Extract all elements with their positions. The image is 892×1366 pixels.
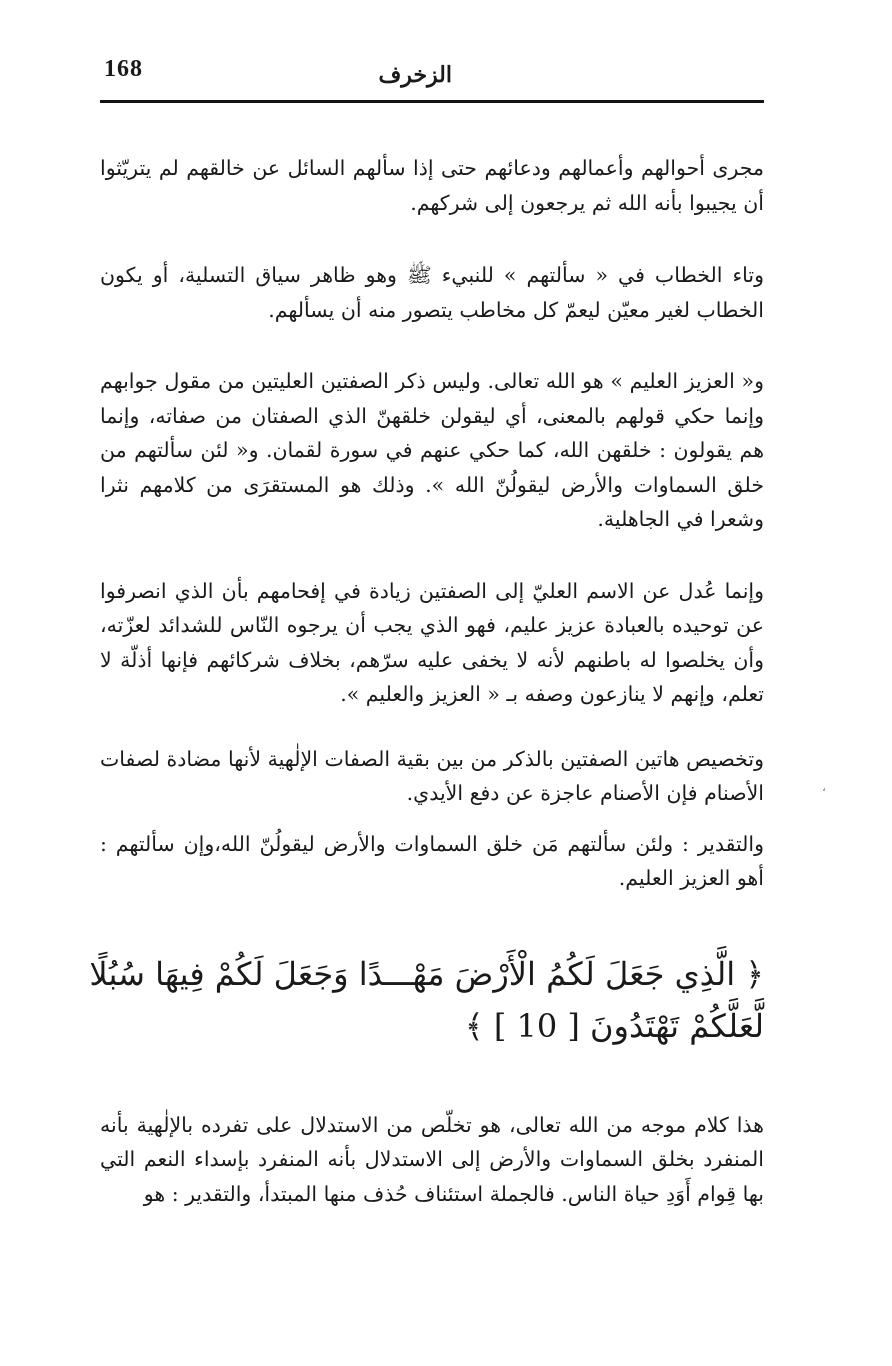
- margin-mark: ،: [822, 780, 826, 794]
- paragraph: هذا كلام موجه من الله تعالى، هو تخلّص من الاستدلال على تفرده بالإلٰهية بأنه المنفرد بخلق السماوات والأرض إلى الاستدلال بأنه المنفرد بإسداء النعم التي بها قِوام أَوَدِ حياة الناس. فالجملة استئناف حُذف منها المبتدأ، والتقدير : هو: [100, 1112, 764, 1206]
- paragraph: وتاء الخطاب في « سألتهم » للنبيء ﷺ وهو ظاهر سياق التسلية، أو يكون الخطاب لغير معيّن ليعمّ كل مخاطب يتصور منه أن يسألهم.: [100, 263, 764, 322]
- paragraph: وتخصيص هاتين الصفتين بالذكر من بين بقية الصفات الإلٰهية لأنها مضادة لصفات الأصنام فإن الأصنام عاجزة عن دفع الأيدي.: [100, 746, 764, 805]
- quran-verse: [89, 948, 764, 1052]
- running-title: الزخرف: [378, 62, 452, 88]
- paragraph: وإنما عُدل عن الاسم العليّ إلى الصفتين زيادة في إفحامهم بأن الذي انصرفوا عن توحيده بالعبادة عزيز عليم، فهو الذي يجب أن يرجوه النّاس للشدائد لعزّته، وأن يخلصوا له باطنهم لأنه لا يخفى عليه سرّهم، بخلاف شركائهم فإنها أذلّة لا تعلم، وإنهم لا ينازعون وصفه بـ « العزيز والعليم ».: [100, 578, 764, 706]
- page-number: 168: [104, 56, 143, 82]
- paragraph: مجرى أحوالهم وأعمالهم ودعائهم حتى إذا سألهم السائل عن خالقهم لم يتريّثوا أن يجيبوا بأنه الله ثم يرجعون إلى شركهم.: [100, 156, 764, 215]
- paragraph: و« العزيز العليم » هو الله تعالى. وليس ذكر الصفتين العليتين من مقول جوابهم وإنما حكي قولهم بالمعنى، أي ليقولن خلقهنّ الذي الصفتان من صفاته، وإنما هم يقولون : خلقهن الله، كما حكي عنهم في سورة لقمان. و« لئن سألتهم من خلق السماوات والأرض ليقولُنّ الله ». وذلك هو المستقرَى من كلامهم نثرا وشعرا في الجاهلية.: [100, 369, 764, 531]
- verse-line: ﴿ الَّذِي جَعَلَ لَكُمُ الْأَرْضَ مَهْـــدًا وَجَعَلَ لَكُمْ فِيهَا سُبُلًا: [89, 954, 764, 993]
- book-page: [89, 50, 764, 1211]
- page-body: [89, 151, 764, 1211]
- paragraph: والتقدير : ولئن سألتهم مَن خلق السماوات والأرض ليقولُنّ الله،وإن سألتهم : أهو العزيز العليم.: [100, 831, 764, 890]
- page-header: [100, 50, 764, 103]
- verse-line: لَّعَلَّكُمْ تَهْتَدُونَ [ 10 ] ﴾: [464, 1006, 764, 1045]
